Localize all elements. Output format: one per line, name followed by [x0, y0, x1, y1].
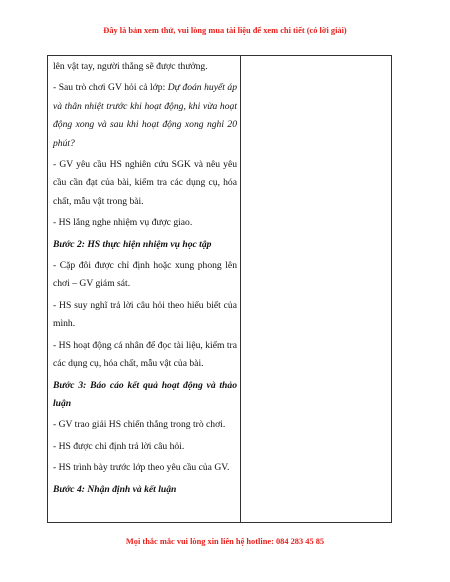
question-text: Dự đoán huyết áp và thân nhiệt trước khi hoạt động, khi vừa hoạt động xong và sau khi hoạt động xong nghỉ 20 phút?: [53, 82, 237, 149]
step-4-heading: Bước 4: Nhận định và kết luận: [53, 483, 177, 495]
hotline-notice: Mọi thắc mắc vui lòng xin liên hệ hotline: 084 283 45 85: [125, 537, 325, 546]
paragraph: - HS hoạt động cá nhân để đọc tài liệu, kiểm tra các dụng cụ, hóa chất, mẫu vật của bài.: [53, 339, 237, 370]
column-divider: [240, 56, 241, 522]
step-2-heading: Bước 2: HS thực hiện nhiệm vụ học tập: [53, 238, 212, 250]
paragraph: - HS được chỉ định trả lời câu hỏi.: [53, 440, 185, 452]
paragraph: - HS trình bày trước lớp theo yêu cầu của GV.: [53, 462, 230, 474]
step-3-heading: Bước 3: Báo cáo kết quả hoạt động và thảo luận: [53, 379, 237, 409]
paragraph: lên vật tay, người thắng sẽ được thưởng.: [53, 61, 208, 72]
paragraph: [53, 79, 237, 153]
lesson-table: [47, 55, 392, 523]
preview-notice: Đây là bản xem thử, vui lòng mua tài liệu để xem chi tiết (có lời giải): [103, 26, 347, 35]
paragraph: - HS suy nghĩ trả lời câu hỏi theo hiểu biết của mình.: [53, 299, 237, 330]
teacher-student-activity-cell: [53, 58, 237, 502]
paragraph-lead: - Sau trò chơi GV hỏi cả lớp:: [53, 82, 168, 94]
paragraph: - GV yêu cầu HS nghiên cứu SGK và nêu yêu cầu cần đạt của bài, kiểm tra các dụng cụ, hóa chất, mẫu vật trong bài.: [53, 159, 237, 207]
paragraph: - Cặp đôi được chỉ định hoặc xung phong lên chơi – GV giám sát.: [53, 260, 237, 290]
paragraph: - HS lắng nghe nhiệm vụ được giao.: [53, 217, 193, 229]
paragraph: - GV trao giải HS chiến thắng trong trò chơi.: [53, 419, 226, 431]
